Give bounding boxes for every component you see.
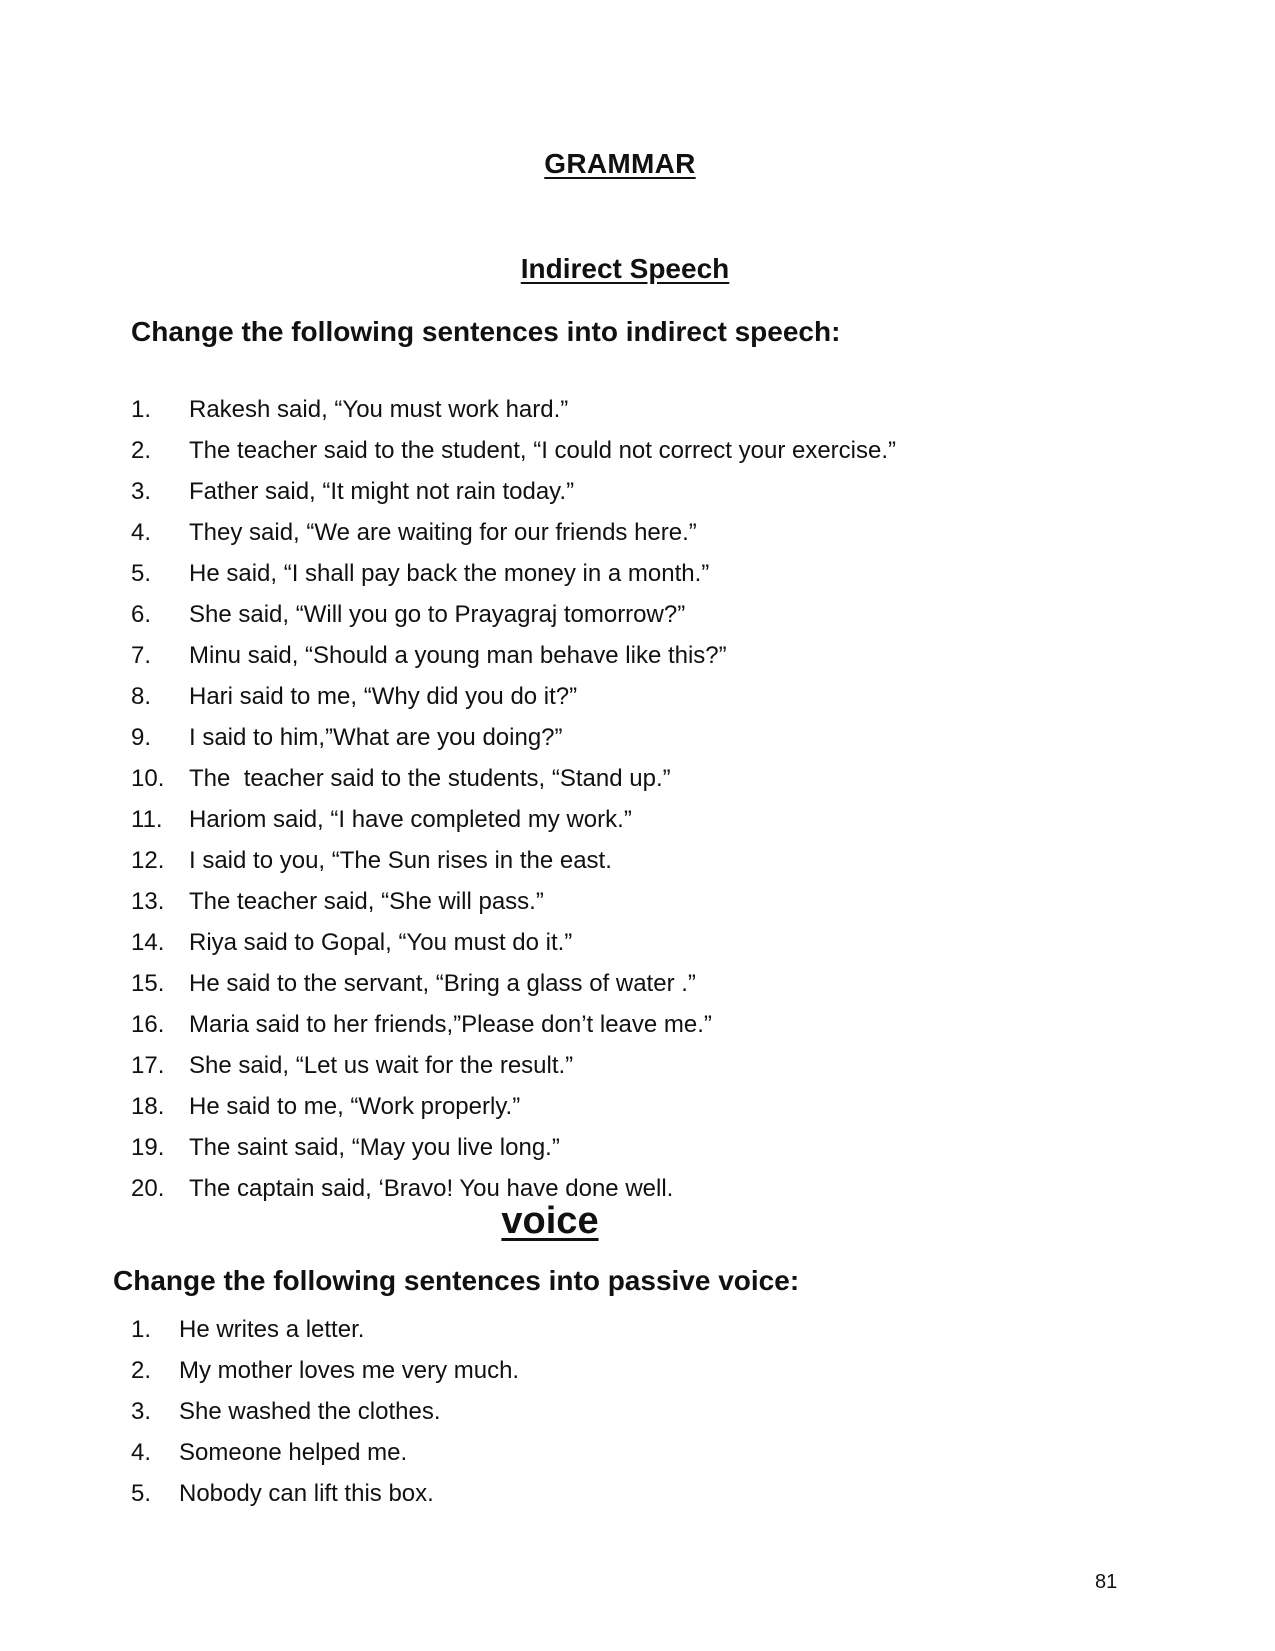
- item-number: 8.: [131, 683, 152, 710]
- item-number: 2.: [131, 437, 152, 464]
- item-text: The teacher said, “She will pass.”: [189, 888, 544, 915]
- item-text: She washed the clothes.: [179, 1398, 441, 1425]
- item-text: Hari said to me, “Why did you do it?”: [189, 683, 578, 710]
- item-number: 6.: [131, 601, 152, 628]
- item-number: 16.: [131, 1011, 165, 1038]
- item-text: The saint said, “May you live long.”: [189, 1134, 560, 1161]
- item-number: 10.: [131, 765, 165, 792]
- item-number: 2.: [131, 1357, 152, 1384]
- item-number: 1.: [131, 1316, 152, 1343]
- item-text: Riya said to Gopal, “You must do it.”: [189, 929, 573, 956]
- item-number: 7.: [131, 642, 152, 669]
- item-text: She said, “Will you go to Prayagraj tomorrow?”: [189, 601, 686, 628]
- indirect-speech-instruction: Change the following sentences into indirect speech:: [131, 316, 841, 347]
- item-text: The captain said, ‘Bravo! You have done well.: [189, 1175, 674, 1202]
- voice-heading: voice: [501, 1200, 599, 1242]
- item-number: 5.: [131, 560, 152, 587]
- item-text: I said to you, “The Sun rises in the east.: [189, 847, 612, 874]
- indirect-speech-heading: Indirect Speech: [520, 253, 730, 284]
- item-number: 19.: [131, 1134, 165, 1161]
- item-text: Rakesh said, “You must work hard.”: [189, 396, 569, 423]
- item-number: 11.: [131, 806, 163, 833]
- item-number: 5.: [131, 1480, 152, 1507]
- item-number: 18.: [131, 1093, 165, 1120]
- item-number: 20.: [131, 1175, 165, 1202]
- item-number: 4.: [131, 1439, 152, 1466]
- item-number: 17.: [131, 1052, 165, 1079]
- item-text: Maria said to her friends,”Please don’t leave me.”: [189, 1011, 712, 1038]
- item-text: They said, “We are waiting for our friends here.”: [189, 519, 697, 546]
- item-text: The teacher said to the students, “Stand up.”: [189, 765, 671, 792]
- item-text: Minu said, “Should a young man behave like this?”: [189, 642, 727, 669]
- item-number: 9.: [131, 724, 152, 751]
- item-number: 12.: [131, 847, 165, 874]
- item-text: He said to the servant, “Bring a glass of water .”: [189, 970, 696, 997]
- item-number: 1.: [131, 396, 152, 423]
- page-title: GRAMMAR: [544, 148, 696, 179]
- item-number: 15.: [131, 970, 165, 997]
- item-text: He writes a letter.: [179, 1316, 365, 1343]
- item-text: He said to me, “Work properly.”: [189, 1093, 521, 1120]
- item-text: Hariom said, “I have completed my work.”: [189, 806, 632, 833]
- item-text: My mother loves me very much.: [179, 1357, 520, 1384]
- item-text: Nobody can lift this box.: [179, 1480, 434, 1507]
- item-text: I said to him,”What are you doing?”: [189, 724, 563, 751]
- item-number: 3.: [131, 1398, 152, 1425]
- item-number: 4.: [131, 519, 152, 546]
- item-text: He said, “I shall pay back the money in a month.”: [189, 560, 710, 587]
- page-number: 81: [1095, 1571, 1118, 1593]
- item-number: 13.: [131, 888, 165, 915]
- item-text: The teacher said to the student, “I could not correct your exercise.”: [189, 437, 897, 464]
- item-text: Father said, “It might not rain today.”: [189, 478, 575, 505]
- item-number: 14.: [131, 929, 165, 956]
- item-text: Someone helped me.: [179, 1439, 408, 1466]
- item-text: She said, “Let us wait for the result.”: [189, 1052, 574, 1079]
- item-number: 3.: [131, 478, 152, 505]
- voice-instruction: Change the following sentences into passive voice:: [113, 1265, 800, 1296]
